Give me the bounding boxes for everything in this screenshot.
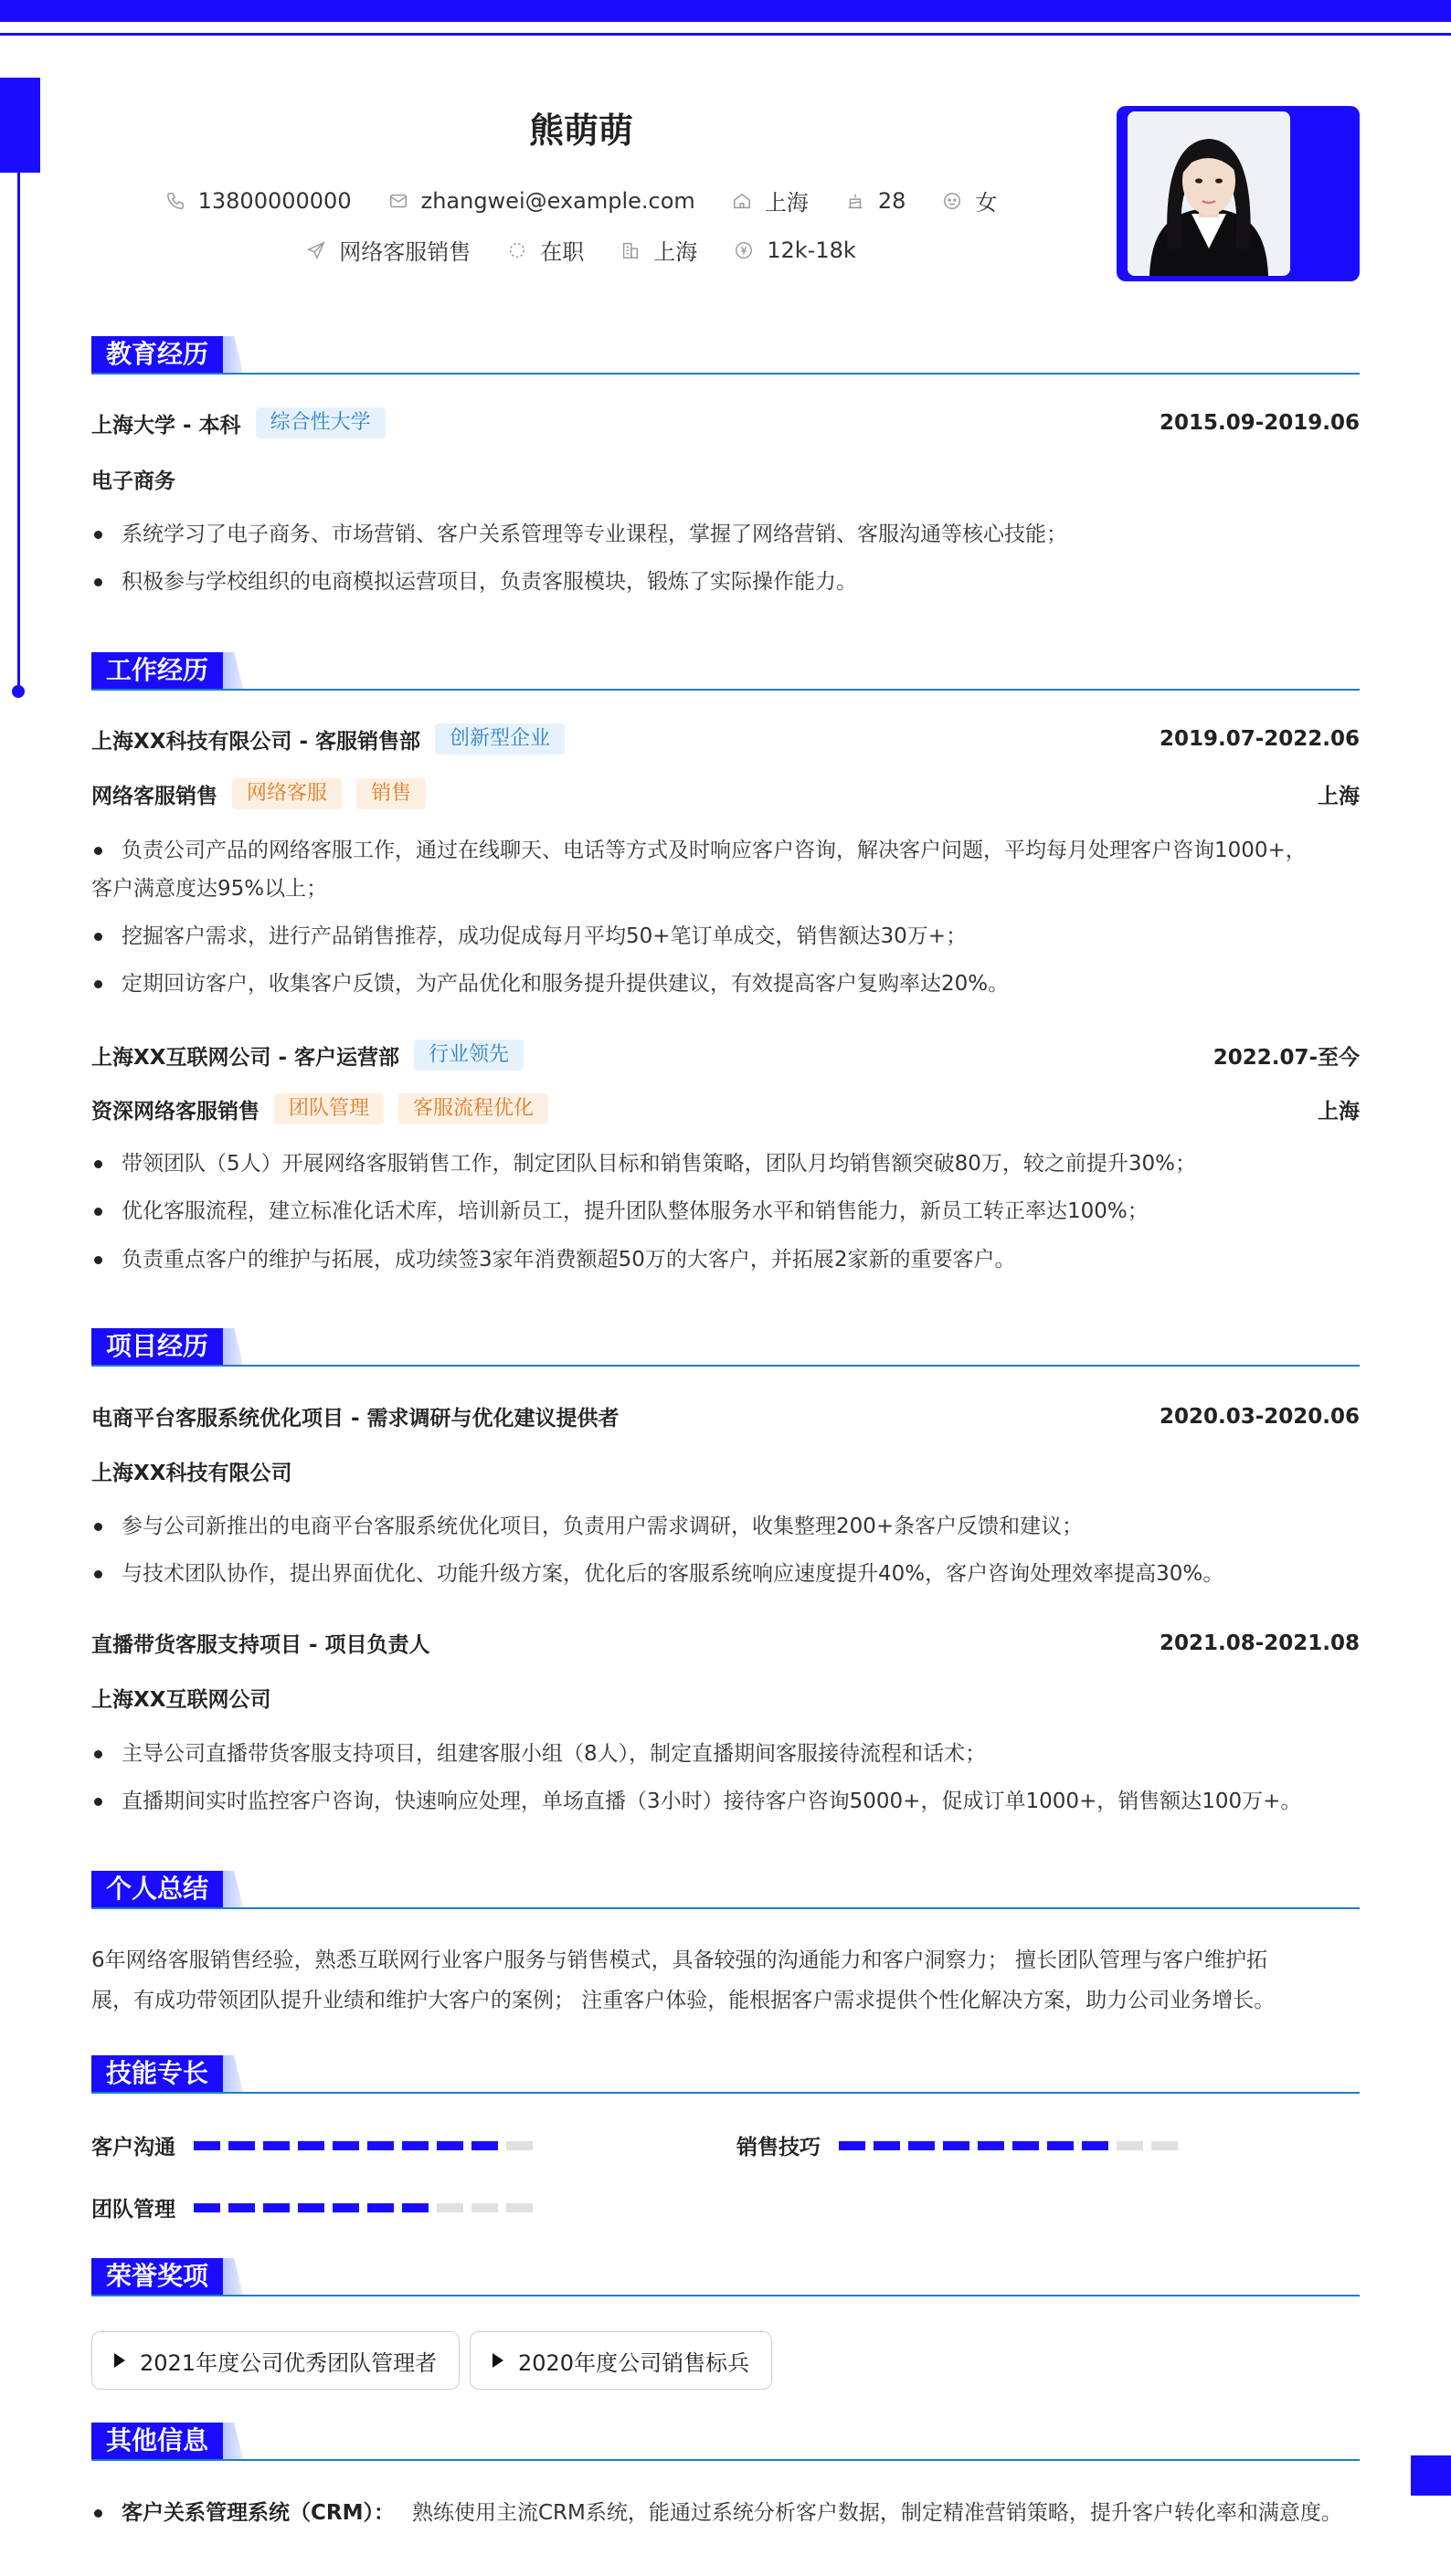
job-role-row xyxy=(91,778,1360,809)
position-info xyxy=(306,234,471,266)
job-role: 网络客服销售 xyxy=(91,784,217,808)
skills-section-title: 技能专长 xyxy=(91,2055,223,2092)
skill-dash-empty xyxy=(506,2141,533,2150)
home-icon xyxy=(732,191,752,211)
skill-dash-filled xyxy=(402,2141,429,2150)
company-tag: 创新型企业 xyxy=(435,723,565,755)
skill-dash-filled xyxy=(1047,2141,1074,2150)
project-org: 上海XX互联网公司 xyxy=(91,1688,271,1712)
role-tag: 团队管理 xyxy=(274,1093,384,1124)
project-bullet: 与技术团队协作，提出界面优化、功能升级方案，优化后的客服系统响应速度提升40%，客户咨询处理效率提高30%。 xyxy=(91,1555,1360,1593)
job-city: 上海 xyxy=(1318,1099,1360,1124)
education-bullet: 系统学习了电子商务、市场营销、客户关系管理等专业课程，掌握了网络营销、客服沟通等核心技能； xyxy=(91,515,1360,554)
status-icon xyxy=(507,240,527,260)
skill-level-bar xyxy=(194,2203,541,2212)
education-bullet: 积极参与学校组织的电商模拟运营项目，负责客服模块，锻炼了实际操作能力。 xyxy=(91,563,1360,601)
work-section-title: 工作经历 xyxy=(91,652,223,689)
job-company: 上海XX互联网公司 - 客户运营部 xyxy=(91,1045,400,1070)
project-date: 2020.03-2020.06 xyxy=(1159,1404,1360,1429)
phone-text: 13800000000 xyxy=(197,187,352,214)
job-bullet: 带领团队（5人）开展网络客服销售工作，制定团队目标和销售策略，团队月均销售额突破80万，较之前提升30%； xyxy=(91,1145,1360,1183)
award-chip xyxy=(470,2331,772,2390)
project-date: 2021.08-2021.08 xyxy=(1159,1631,1360,1655)
job-date: 2019.07-2022.06 xyxy=(1159,727,1360,751)
skill-dash-filled xyxy=(908,2141,935,2150)
skill-dash-filled xyxy=(298,2203,324,2212)
skill-dash-filled xyxy=(194,2141,220,2150)
skill-dash-filled xyxy=(333,2203,359,2212)
skill-item xyxy=(91,2130,541,2160)
side-accent-dot xyxy=(12,685,25,698)
profile-photo xyxy=(1128,111,1290,276)
section-title-tail xyxy=(223,2423,243,2459)
role-tag: 网络客服 xyxy=(232,778,342,809)
skill-item xyxy=(91,2192,541,2222)
skill-dash-filled xyxy=(402,2203,429,2212)
role-tag: 销售 xyxy=(356,778,426,809)
section-title-tail xyxy=(223,1871,243,1907)
job-company: 上海XX科技有限公司 - 客服销售部 xyxy=(91,729,421,754)
skills-section-header xyxy=(91,2055,1360,2092)
job-bullet-continued: 客户满意度达95%以上； xyxy=(91,877,328,901)
job-bullet: 挖掘客户需求，进行产品销售推荐，成功促成每月平均50+笔订单成交，销售额达30万+； xyxy=(91,917,1360,955)
skill-dash-filled xyxy=(194,2203,220,2212)
skill-dash-empty xyxy=(437,2203,463,2212)
send-icon xyxy=(306,240,326,260)
skill-level-bar xyxy=(839,2141,1186,2150)
project-name: 电商平台客服系统优化项目 - 需求调研与优化建议提供者 xyxy=(91,1407,620,1431)
job-bullet: 负责公司产品的网络客服工作，通过在线聊天、电话等方式及时响应客户咨询，解决客户问题，平均每月处理客户咨询1000+， xyxy=(91,831,1360,870)
email-info xyxy=(388,188,695,214)
summary-text: 展，有成功带领团队提升业绩和维护大客户的案例； 注重客户体验，能根据客户需求提供个性化解决方案，助力公司业务增长。 xyxy=(91,1989,1276,2012)
company-tag: 行业领先 xyxy=(414,1040,524,1071)
job-role-row xyxy=(91,1093,1360,1124)
skill-dash-filled xyxy=(471,2141,498,2150)
salary-info xyxy=(734,238,856,263)
summary-section-header xyxy=(91,1871,1360,1907)
summary-section-title: 个人总结 xyxy=(91,1871,223,1907)
project-org-row xyxy=(91,1456,1360,1486)
major-name: 电子商务 xyxy=(91,470,175,493)
skill-dash-empty xyxy=(1151,2141,1178,2150)
city-text: 上海 xyxy=(653,239,698,265)
project-bullet: 直播期间实时监控客户咨询，快速响应处理，单场直播（3小时）接待客户咨询5000+，促成订单1000+，销售额达100万+。 xyxy=(91,1782,1360,1821)
email-text: zhangwei@example.com xyxy=(420,187,695,214)
skill-dash-filled xyxy=(437,2141,463,2150)
top-accent-bar xyxy=(0,0,1451,22)
role-tag: 客服流程优化 xyxy=(398,1093,548,1124)
contact-row xyxy=(0,185,1162,216)
school-name: 上海大学 - 本科 xyxy=(91,413,241,438)
project-row xyxy=(91,1628,1360,1658)
skill-dash-filled xyxy=(874,2141,900,2150)
section-rule xyxy=(91,2459,1360,2461)
age-info xyxy=(845,188,906,214)
job-row xyxy=(91,1040,1360,1071)
education-date: 2015.09-2019.06 xyxy=(1159,411,1360,435)
location-text: 上海 xyxy=(764,190,809,216)
city-info xyxy=(620,234,697,266)
corner-accent-block xyxy=(1411,2455,1451,2496)
skill-name: 销售技巧 xyxy=(736,2136,821,2159)
skill-dash-filled xyxy=(943,2141,969,2150)
top-accent-line xyxy=(0,33,1451,36)
job-city: 上海 xyxy=(1318,784,1360,808)
award-text: 2021年度公司优秀团队管理者 xyxy=(140,2349,438,2376)
status-info xyxy=(507,234,584,266)
other-info-text: 熟练使用主流CRM系统，能通过系统分析客户数据，制定精准营销策略，提升客户转化率和满意度。 xyxy=(412,2501,1342,2525)
project-org: 上海XX科技有限公司 xyxy=(91,1462,292,1485)
education-section-title: 教育经历 xyxy=(91,336,223,373)
awards-section-title: 荣誉奖项 xyxy=(91,2258,223,2295)
skill-dash-filled xyxy=(367,2203,394,2212)
mail-icon xyxy=(388,191,408,211)
job-row xyxy=(91,723,1360,755)
skill-dash-filled xyxy=(1082,2141,1108,2150)
gender-icon xyxy=(942,191,962,211)
skill-name: 团队管理 xyxy=(91,2198,175,2222)
project-org-row xyxy=(91,1683,1360,1713)
section-rule xyxy=(91,1365,1360,1367)
other-section-header xyxy=(91,2423,1360,2459)
project-section-title: 项目经历 xyxy=(91,1328,223,1365)
skill-level-bar xyxy=(194,2141,541,2150)
skill-dash-empty xyxy=(1117,2141,1143,2150)
section-rule xyxy=(91,1907,1360,1909)
project-row xyxy=(91,1401,1360,1431)
candidate-name: 熊萌萌 xyxy=(528,111,633,151)
award-chip xyxy=(91,2331,460,2390)
skill-dash-filled xyxy=(333,2141,359,2150)
age-text: 28 xyxy=(877,187,906,214)
section-rule xyxy=(91,689,1360,691)
summary-text: 6年网络客服销售经验，熟悉互联网行业客户服务与销售模式，具备较强的沟通能力和客户洞察力； 擅长团队管理与客户维护拓 xyxy=(91,1948,1267,1972)
skill-item xyxy=(736,2130,1186,2160)
project-bullet: 主导公司直播带货客服支持项目，组建客服小组（8人），制定直播期间客服接待流程和话术； xyxy=(91,1735,1360,1773)
intent-row xyxy=(0,234,1162,266)
award-text: 2020年度公司销售标兵 xyxy=(518,2349,750,2376)
triangle-icon xyxy=(114,2353,125,2368)
skill-dash-filled xyxy=(367,2141,394,2150)
education-row xyxy=(91,407,1360,438)
other-section-title: 其他信息 xyxy=(91,2423,223,2459)
section-title-tail xyxy=(223,652,243,689)
work-section-header xyxy=(91,652,1360,689)
school-tag: 综合性大学 xyxy=(256,407,386,438)
position-text: 网络客服销售 xyxy=(339,239,471,265)
gender-info xyxy=(942,185,997,216)
skill-dash-filled xyxy=(978,2141,1004,2150)
project-bullet: 参与公司新推出的电商平台客服系统优化项目，负责用户需求调研，收集整理200+条客户反馈和建议； xyxy=(91,1507,1360,1546)
skill-dash-filled xyxy=(263,2203,290,2212)
job-bullet: 优化客服流程，建立标准化话术库，培训新员工，提升团队整体服务水平和销售能力，新员工转正率达100%； xyxy=(91,1192,1360,1230)
job-bullet: 定期回访客户，收集客户反馈，为产品优化和服务提升提供建议，有效提高客户复购率达20%。 xyxy=(91,965,1360,1003)
location-info xyxy=(732,185,809,216)
major-row xyxy=(91,464,1360,494)
job-bullet: 负责重点客户的维护与拓展，成功续签3家年消费额超50万的大客户，并拓展2家新的重要客户。 xyxy=(91,1240,1360,1279)
phone-info xyxy=(165,188,352,214)
other-info-item xyxy=(91,2494,1360,2532)
awards-section-header xyxy=(91,2258,1360,2295)
skill-dash-filled xyxy=(228,2203,255,2212)
section-rule xyxy=(91,373,1360,375)
gender-text: 女 xyxy=(975,190,998,216)
skill-dash-filled xyxy=(298,2141,324,2150)
section-title-tail xyxy=(223,2258,243,2295)
section-rule xyxy=(91,2295,1360,2296)
skill-dash-filled xyxy=(263,2141,290,2150)
project-section-header xyxy=(91,1328,1360,1365)
section-rule xyxy=(91,2092,1360,2094)
salary-text: 12k-18k xyxy=(767,237,856,263)
section-title-tail xyxy=(223,2055,243,2092)
age-icon xyxy=(845,191,865,211)
salary-icon xyxy=(734,240,754,260)
education-section-header xyxy=(91,336,1360,373)
job-date: 2022.07-至今 xyxy=(1213,1045,1360,1070)
skill-dash-empty xyxy=(506,2203,533,2212)
city-icon xyxy=(620,240,641,260)
triangle-icon xyxy=(492,2353,503,2368)
section-title-tail xyxy=(223,1328,243,1365)
status-text: 在职 xyxy=(540,239,585,265)
skill-name: 客户沟通 xyxy=(91,2136,175,2159)
skill-dash-filled xyxy=(1012,2141,1039,2150)
job-role: 资深网络客服销售 xyxy=(91,1099,259,1124)
project-name: 直播带货客服支持项目 - 项目负责人 xyxy=(91,1633,430,1657)
section-title-tail xyxy=(223,336,243,373)
phone-icon xyxy=(165,191,185,211)
skill-dash-empty xyxy=(471,2203,498,2212)
skill-dash-filled xyxy=(228,2141,255,2150)
skill-dash-filled xyxy=(839,2141,865,2150)
other-info-label: 客户关系管理系统（CRM）： xyxy=(122,2501,395,2525)
